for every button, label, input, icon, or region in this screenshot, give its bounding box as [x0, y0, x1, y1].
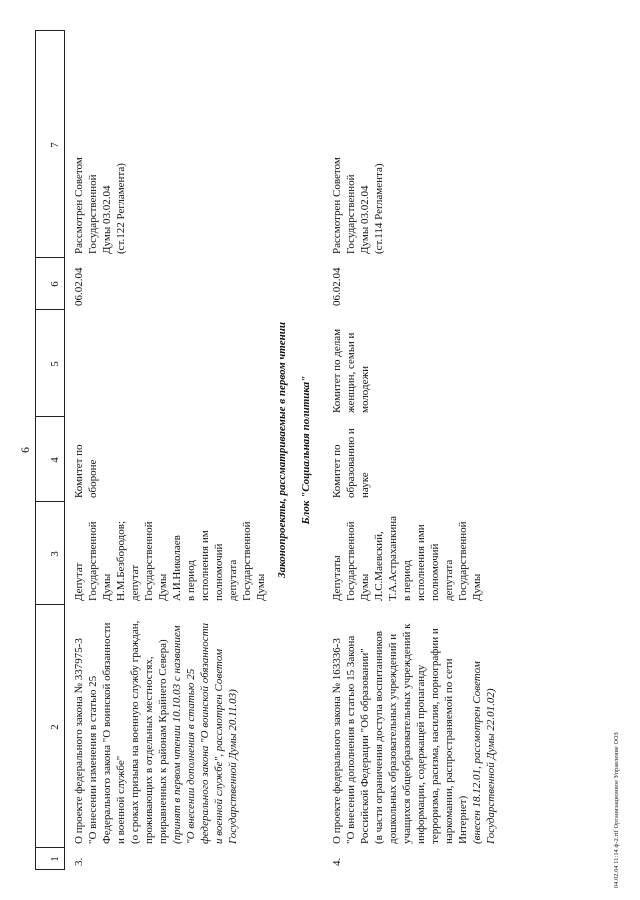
result: [330, 34, 386, 254]
committee-line: Комитет по: [331, 444, 343, 498]
column-header-4: 4: [49, 457, 61, 463]
co-committee-line: Комитет по делам: [331, 328, 343, 413]
bill-note-line: "О внесении дополнения в статью 25: [185, 668, 197, 844]
committee-line: образованию и: [345, 428, 357, 498]
col-divider: [35, 309, 65, 310]
bill-title-line: приравненных к районам Крайнего Севера): [157, 639, 169, 844]
bill-title: [330, 604, 498, 844]
result-line: Думы 03.02.04: [359, 185, 371, 254]
initiator-line: Думы: [471, 573, 483, 601]
initiator-line: Государственной: [143, 521, 155, 601]
bill-title-line: Интернет): [457, 795, 469, 844]
bill-title-line: "О внесении дополнения в статью 15 Закона: [345, 635, 357, 844]
bill-title-line: О проекте федерального закона № 163336-3: [331, 638, 343, 844]
initiator-line: депутат: [129, 564, 141, 601]
initiator-line: Государственной: [87, 521, 99, 601]
result-line: Государственной: [87, 174, 99, 254]
result-line: (ст.122 Регламента): [115, 163, 127, 254]
result-line: (ст.114 Регламента): [373, 163, 385, 254]
table-top-border: [35, 30, 36, 870]
bill-title: [72, 604, 240, 844]
initiator-line: полномочий депутата: [429, 543, 455, 601]
committee-line: обороне: [87, 459, 99, 498]
page-number: 6: [18, 447, 32, 453]
bill-title-line: проживающих в отдельных местностях,: [143, 656, 155, 844]
bill-note-line: Государственной Думы 22.01.02): [485, 688, 497, 844]
column-header-2: 2: [49, 724, 61, 730]
date: 06.02.04: [73, 267, 85, 306]
col-divider: [35, 604, 65, 605]
date: 06.02.04: [331, 267, 343, 306]
bill-title-line: учащихся общеобразовательных учреждений к: [401, 623, 413, 844]
bill-title-line: Российской Федерации "Об образовании": [359, 648, 371, 844]
initiator-line: Государственной: [457, 521, 469, 601]
initiator-line: Думы: [359, 573, 371, 601]
initiator-line: А.И.Николаев: [171, 535, 183, 601]
co-committee-line: женщин, семьи и: [345, 332, 357, 413]
committee: [72, 416, 100, 498]
row-number: 3.: [73, 857, 85, 866]
column-header-6: 6: [49, 281, 61, 287]
bill-title-line: О проекте федерального закона № 337975-3: [73, 638, 85, 844]
row-number: 4.: [331, 857, 343, 866]
initiator-line: Н.М.Безбородов;: [115, 520, 127, 601]
initiator-line: Л.С.Маевский,: [373, 531, 385, 601]
initiator-line: Государственной: [345, 521, 357, 601]
bill-note-line: Государственной Думы 20.11.03): [227, 689, 239, 844]
col-divider: [35, 869, 65, 870]
initiator-line: исполнения им: [199, 530, 211, 601]
initiator-line: в период: [185, 560, 197, 601]
footer-text: 04.02.04 11:14 ф-2.rtf Организационное Управление ООЗ: [614, 732, 620, 888]
bill-title-line: Федерального закона "О воинской обязанности: [101, 622, 113, 844]
initiator-line: Депутаты: [331, 555, 343, 601]
bill-title-line: "О внесении изменения в статью 25: [87, 675, 99, 844]
column-header-3: 3: [49, 551, 61, 557]
co-committee-line: молодежи: [359, 366, 371, 413]
initiator-line: Государственной: [241, 521, 253, 601]
bill-title-line: (в части ограничения доступа воспитанников: [373, 631, 385, 844]
bill-title-line: терроризма, расизма, насилия, порнографии и: [429, 628, 441, 844]
initiator: [72, 501, 268, 601]
bill-title-line: (о сроках призыва на военную службу граждан,: [129, 620, 141, 844]
col-divider: [35, 416, 65, 417]
header-bottom-border: [64, 30, 65, 870]
initiator-line: в период: [401, 560, 413, 601]
co-committee: [330, 309, 372, 413]
col-divider: [35, 501, 65, 502]
initiator-line: Думы: [157, 573, 169, 601]
bill-title-line: информации, содержащей пропаганду: [415, 664, 427, 844]
result-line: Рассмотрен Советом: [73, 157, 85, 254]
committee-line: науке: [359, 472, 371, 498]
bill-title-line: и военной службе": [115, 755, 127, 844]
bill-title-line: наркомании, распространяемой по сети: [443, 658, 455, 844]
section-heading-block: Блок "Социальная политика": [300, 375, 312, 525]
col-divider: [35, 257, 65, 258]
initiator-line: Думы: [255, 573, 267, 601]
initiator-line: исполнения ими: [415, 524, 427, 601]
initiator: [330, 501, 484, 601]
bill-note-line: федерального закона "О воинской обязанности: [199, 622, 211, 844]
result-line: Думы 03.02.04: [101, 185, 113, 254]
bill-note-line: (внесен 18.12.01, рассмотрен Советом: [471, 661, 483, 844]
bill-note-line: (принят в первом чтении 10.10.03 с названием: [171, 625, 183, 844]
column-header-1: 1: [49, 856, 61, 862]
initiator-line: Депутат: [73, 562, 85, 601]
col-divider: [35, 30, 65, 31]
result: [72, 34, 128, 254]
result-line: Государственной: [345, 174, 357, 254]
bill-note-line: и военной службе", рассмотрен Советом: [213, 649, 225, 844]
committee-line: Комитет по: [73, 444, 85, 498]
initiator-line: полномочий депутата: [213, 543, 239, 601]
column-header-5: 5: [49, 361, 61, 367]
col-divider: [35, 847, 65, 848]
initiator-line: Т.А.Астраханкина: [387, 515, 399, 601]
section-heading-first-reading: Законопроекты, рассматриваемые в первом чтении: [276, 322, 288, 578]
committee: [330, 416, 372, 498]
result-line: Рассмотрен Советом: [331, 157, 343, 254]
initiator-line: Думы: [101, 573, 113, 601]
bill-title-line: дошкольных образовательных учреждений и: [387, 633, 399, 844]
column-header-7: 7: [49, 142, 61, 148]
